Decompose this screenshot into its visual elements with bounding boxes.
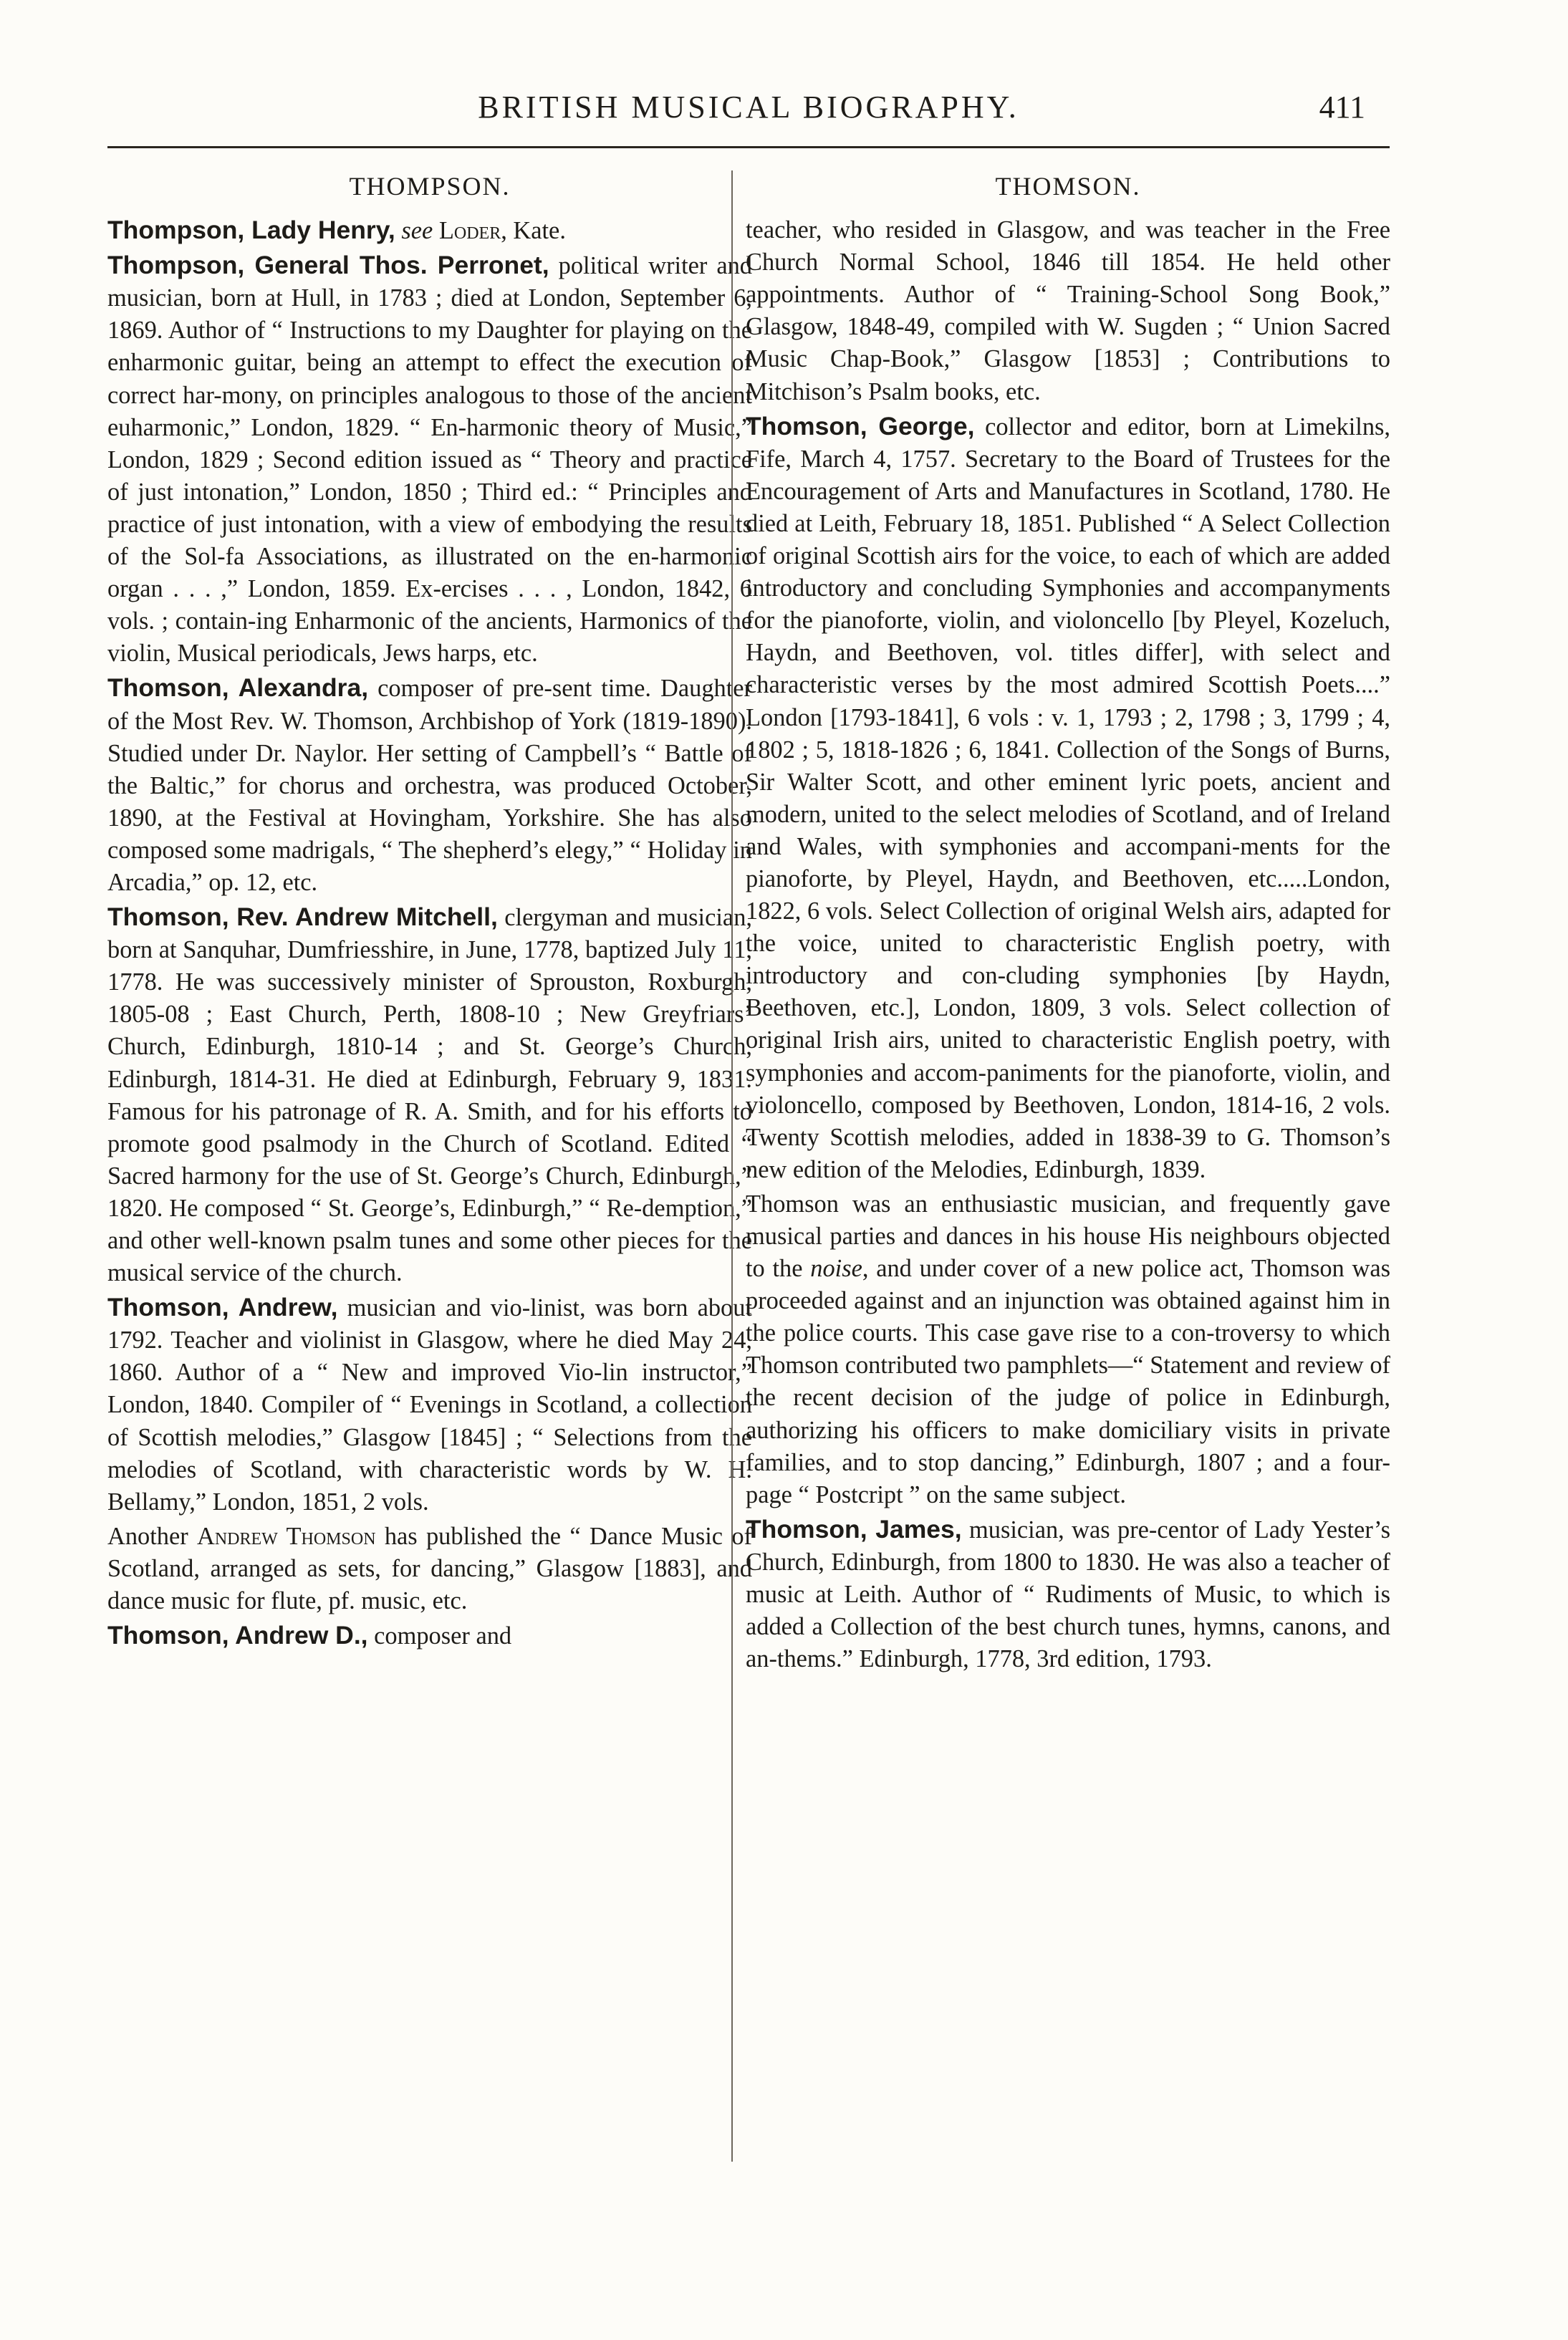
- running-head: [107, 76, 1390, 140]
- entry-body: collector and editor, born at Limekilns, Fife, March 4, 1757. Secretary to the Board of Trustees for the Encouragement of Arts and Manufactures in Scotland, 1780. He died at Leith, February 18, 1851. Published “ A Select Collection of original Scottish airs for the voice, to each of which are added introductory and concluding Symphonies and accompanyments for the pianoforte, violin, and violoncello [by Pleyel, Kozeluch, Haydn, and Beethoven, vol. titles differ], with select and characteristic verses by the most admired Scottish Poets....” London [1793-1841], 6 vols : v. 1, 1793 ; 2, 1798 ; 3, 1799 ; 4, 1802 ; 5, 1818-1826 ; 6, 1841. Collection of the Songs of Burns, Sir Walter Scott, and other eminent lyric poets, ancient and modern, united to the select melodies of Scotland, and of Ireland and Wales, with symphonies and accompani-ments for the pianoforte, by Pleyel, Haydn, and Beethoven, etc.....London, 1822, 6 vols. Select Collection of original Welsh airs, adapted for the voice, united to characteristic English poetry, with introductory and con-cluding symphonies [by Haydn, Beethoven, etc.], London, 1809, 3 vols. Select collection of original Irish airs, united to characteristic English poetry, with symphonies and accom-paniments for the pianoforte, violin, and violoncello, composed by Beethoven, London, 1814-16, 2 vols. Twenty Scottish melodies, added in 1838-39 to G. Thomson’s new edition of the Melodies, Edinburgh, 1839.: [746, 413, 1390, 1183]
- entry-body: has published the “ Dance Music of Scotland, arranged as sets, for dancing,” Glasgow [1883], and dance music for flute, pf. music, etc.: [107, 1522, 752, 1615]
- entry-headword: Thomson, George,: [746, 411, 975, 440]
- entry-body: composer and: [367, 1622, 512, 1650]
- entry-headword: Thomson, James,: [746, 1514, 962, 1544]
- entry-headword: Thomson, Andrew,: [107, 1293, 338, 1322]
- entry-headword: Thomson, Alexandra,: [107, 673, 369, 703]
- entry-body: clergyman and musician, born at Sanquhar, Dumfriesshire, in June, 1778, baptized July 11, 1778. He was successively minister of Sprouston, Roxburgh, 1805-08 ; East Church, Perth, 1808-10 ; New Greyfriars’ Church, Edinburgh, 1810-14 ; and St. George’s Church, Edinburgh, 1814-31. He died at Edinburgh, February 9, 1831. Famous for his patronage of R. A. Smith, and for his efforts to promote good psalmody in the Church of Scotland. Edited “ Sacred harmony for the use of St. George’s Church, Edinburgh,” 1820. He composed “ St. George’s, Edinburgh,” “ Re-demption,” and other well-known psalm tunes and some other pieces for the musical service of the church.: [107, 904, 752, 1287]
- left-column: [107, 170, 752, 1652]
- entry-thompson-general-thos-perronet: [107, 249, 752, 670]
- entry-body: musician, was pre-centor of Lady Yester’s Church, Edinburgh, from 1800 to 1830. He was also a teacher of music at Leith. Author of “ Rudiments of Music, to which is added a Collection of the best church tunes, hymns, canons, and an-thems.” Edinburgh, 1778, 3rd edition, 1793.: [746, 1516, 1390, 1673]
- entry-body: composer of pre-sent time. Daughter of the Most Rev. W. Thomson, Archbishop of York (1819-1890). Studied under Dr. Naylor. Her setting of Campbell’s “ Battle of the Baltic,” for chorus and orchestra, was produced October, 1890, at the Festival at Hovingham, Yorkshire. She has also composed some madrigals, “ The shepherd’s elegy,” “ Holiday in Arcadia,” op. 12, etc.: [107, 675, 752, 896]
- entry-headword: Thomson, Andrew D.,: [107, 1621, 368, 1650]
- entry-headword: Thompson, Lady Henry,: [107, 216, 395, 245]
- running-title: BRITISH MUSICAL BIOGRAPHY.: [478, 90, 1019, 125]
- entry-thompson-lady-henry: Thompson, Lady Henry, see Loder, Kate.: [107, 216, 566, 245]
- entry-another-andrew-thomson: Another Andrew Thomson has published the “ Dance Music of Scotland, arranged as sets, for dancing,” Glasgow [1883], and dance music for flute, pf. music, etc.: [107, 1522, 752, 1615]
- entry-body: political writer and musician, born at Hull, in 1783 ; died at London, September 6, 1869. Author of “ Instructions to my Daughter for playing on the enharmonic guitar, being an attempt to effect the execution of correct har-mony, on principles analogous to those of the ancient euharmonic,” London, 1829. “ En-harmonic theory of Music,” London, 1829 ; Second edition issued as “ Theory and practice of just intonation,” London, 1850 ; Third ed.: “ Principles and practice of just intonation, with a view of embodying the results of the Sol-fa Associations, as illustrated on the en-harmonic organ . . . ,” London, 1859. Ex-ercises . . . , London, 1842, 6 vols. ; contain-ing Enharmonic of the ancients, Harmonics of the violin, Musical periodicals, Jews harps, etc.: [107, 252, 752, 668]
- entry-headword: Thomson, Rev. Andrew Mitchell,: [107, 902, 498, 932]
- entry-thomson-andrew: [107, 1291, 752, 1518]
- column-heading-left: THOMPSON.: [349, 172, 511, 201]
- cross-reference-word: see: [401, 217, 433, 245]
- right-column: [746, 170, 1390, 1675]
- column-heading-right: THOMSON.: [995, 172, 1141, 201]
- column-divider: [731, 170, 733, 2162]
- entry-thomson-james: [746, 1513, 1390, 1675]
- entry-thomson-alexandra: [107, 672, 752, 899]
- entry-thomson-rev-andrew-mitchell: [107, 901, 752, 1289]
- entry-body: , and under cover of a new police act, Thomson was proceeded against and an injunction was obtained against him in the police courts. This case gave rise to a con-troversy to which Thomson contributed two pamphlets—“ Statement and review of the recent decision of the judge of police in Edinburgh, authorizing his officers to make domiciliary visits in private families, and to stop dancing,” Edinburgh, 1807 ; and a four-page “ Postcript ” on the same subject.: [746, 1255, 1390, 1508]
- entry-body: teacher, who resided in Glasgow, and was teacher in the Free Church Normal School, 1846 till 1854. He held other appointments. Author of “ Training-School Song Book,” Glasgow, 1848-49, compiled with W. Sugden ; “ Union Sacred Music Chap-Book,” Glasgow [1853] ; Contributions to Mitchison’s Psalm books, etc.: [746, 216, 1390, 405]
- entry-body: musician and vio-linist, was born about 1792. Teacher and violinist in Glasgow, where he died May 24, 1860. Author of a “ New and improved Vio-lin instructor,” London, 1840. Compiler of “ Evenings in Scotland, a collection of Scottish melodies,” Glasgow [1845] ; “ Selections from the melodies of Scotland, with characteristic words by W. H. Bellamy,” London, 1851, 2 vols.: [107, 1294, 752, 1516]
- entry-continuation: [746, 214, 1390, 408]
- entry-headword: Thompson, General Thos. Perronet,: [107, 251, 549, 280]
- entry-thomson-george: [746, 410, 1390, 1186]
- entry-thomson-andrew-d: [107, 1619, 752, 1652]
- small-caps-name: Andrew Thomson: [197, 1522, 376, 1550]
- cross-reference-name: Loder: [438, 217, 501, 245]
- page-number: 411: [1319, 90, 1365, 125]
- header-rule: [107, 146, 1390, 148]
- italic-word: noise: [810, 1255, 862, 1283]
- entry-thomson-george-continued: Thomson was an enthusiastic musician, and frequently gave musical parties and dances in his house His neighbours objected to the noise, and under cover of a new police act, Thomson was proceeded against and an injunction was obtained against him in the police courts. This case gave rise to a con-troversy to which Thomson contributed two pamphlets—“ Statement and review of the recent decision of the judge of police in Edinburgh, authorizing his officers to make domiciliary visits in private families, and to stop dancing,” Edinburgh, 1807 ; and a four-page “ Postcript ” on the same subject.: [746, 1190, 1390, 1508]
